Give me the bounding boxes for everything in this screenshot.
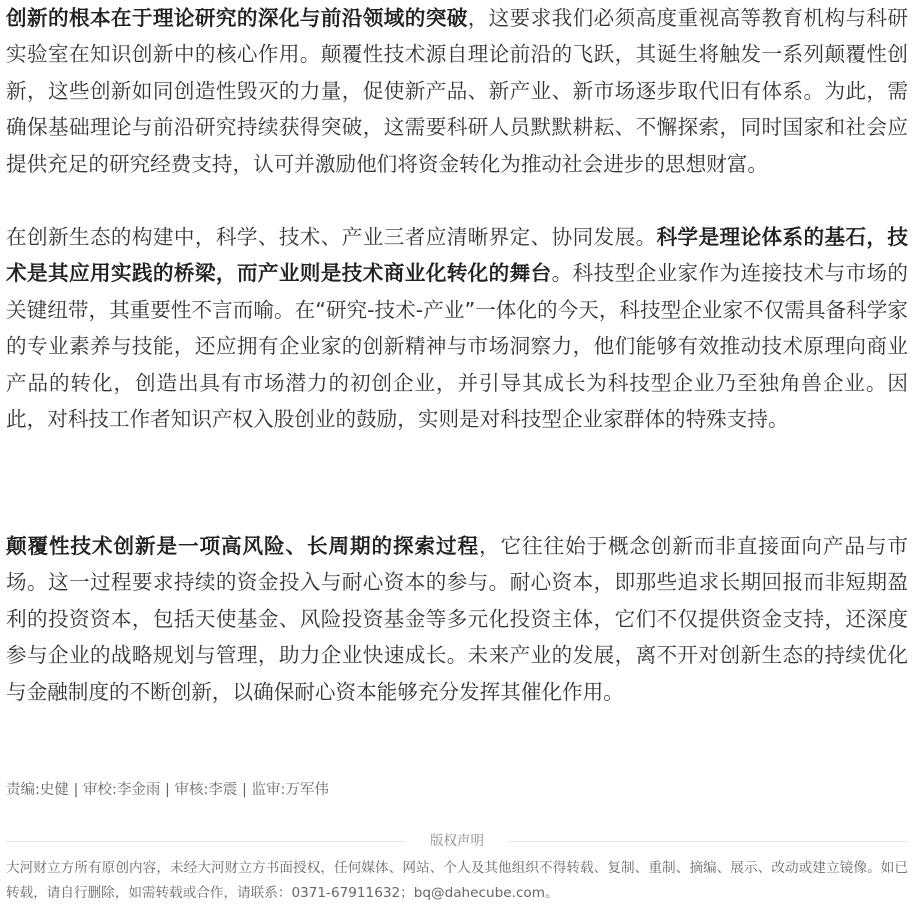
paragraph-2 [6,219,908,437]
editor-credits: 责编:史健 | 审校:李金雨 | 审核:李震 | 监审:万军伟 [6,782,329,798]
divider-left [6,841,406,842]
paragraph-3 [6,528,908,710]
paragraph-1-lead: 创新的根本在于理论研究的深化与前沿领域的突破 [6,6,468,30]
paragraph-2-text-after: 。科技型企业家作为连接技术与市场的关键纽带，其重要性不言而喻。在“研究-技术-产业”一体化的今天，科技型企业家不仅需具备科学家的专业素养与技能，还应拥有企业家的创新精神与市场洞察力，他们能够有效推动技术原理向商业产品的转化，创造出具有市场潜力的初创企业，并引导其成长为科技型企业乃至独角兽企业。因此，对科技工作者知识产权入股创业的鼓励，实则是对科技型企业家群体的特殊支持。 [6,261,909,432]
copyright-header [6,831,908,851]
paragraph-3-text: ，它往往始于概念创新而非直接面向产品与市场。这一过程要求持续的资金投入与耐心资本的参与。耐心资本，即那些追求长期回报而非短期盈利的投资资本，包括天使基金、风险投资基金等多元化投资主体，它们不仅提供资金支持，还深度参与企业的战略规划与管理，助力企业快速成长。未来产业的发展，离不开对创新生态的持续优化与金融制度的不断创新，以确保耐心资本能够充分发挥其催化作用。 [6,534,909,704]
paragraph-3-lead: 颠覆性技术创新是一项高风险、长周期的探索过程 [6,534,479,558]
paragraph-1-text: ，这要求我们必须高度重视高等教育机构与科研实验室在知识创新中的核心作用。颠覆性技术源自理论前沿的飞跃，其诞生将触发一系列颠覆性创新，这些创新如同创造性毁灭的力量，促使新产品、新产业、新市场逐步取代旧有体系。为此，需确保基础理论与前沿研究持续获得突破，这需要科研人员默默耕耘、不懈探索，同时国家和社会应提供充足的研究经费支持，认可并激励他们将资金转化为推动社会进步的思想财富。 [6,6,908,176]
paragraph-2-text-before: 在创新生态的构建中，科学、技术、产业三者应清晰界定、协同发展。 [6,225,657,249]
copyright-notice: 大河财立方所有原创内容，未经大河财立方书面授权，任何媒体、网站、个人及其他组织不得转载、复制、重制、摘编、展示、改动或建立镜像。如已转载，请自行删除，如需转载或合作，请联系：0371-67911632；bq@dahecube.com。 [6,860,908,901]
divider-right [508,841,908,842]
paragraph-1 [6,0,908,182]
copyright-title: 版权声明 [430,833,484,849]
paragraph-2-emphasis: 科学是理论体系的基石，技术是其应用实践的桥梁，而产业则是技术商业化转化的舞台 [6,225,908,286]
